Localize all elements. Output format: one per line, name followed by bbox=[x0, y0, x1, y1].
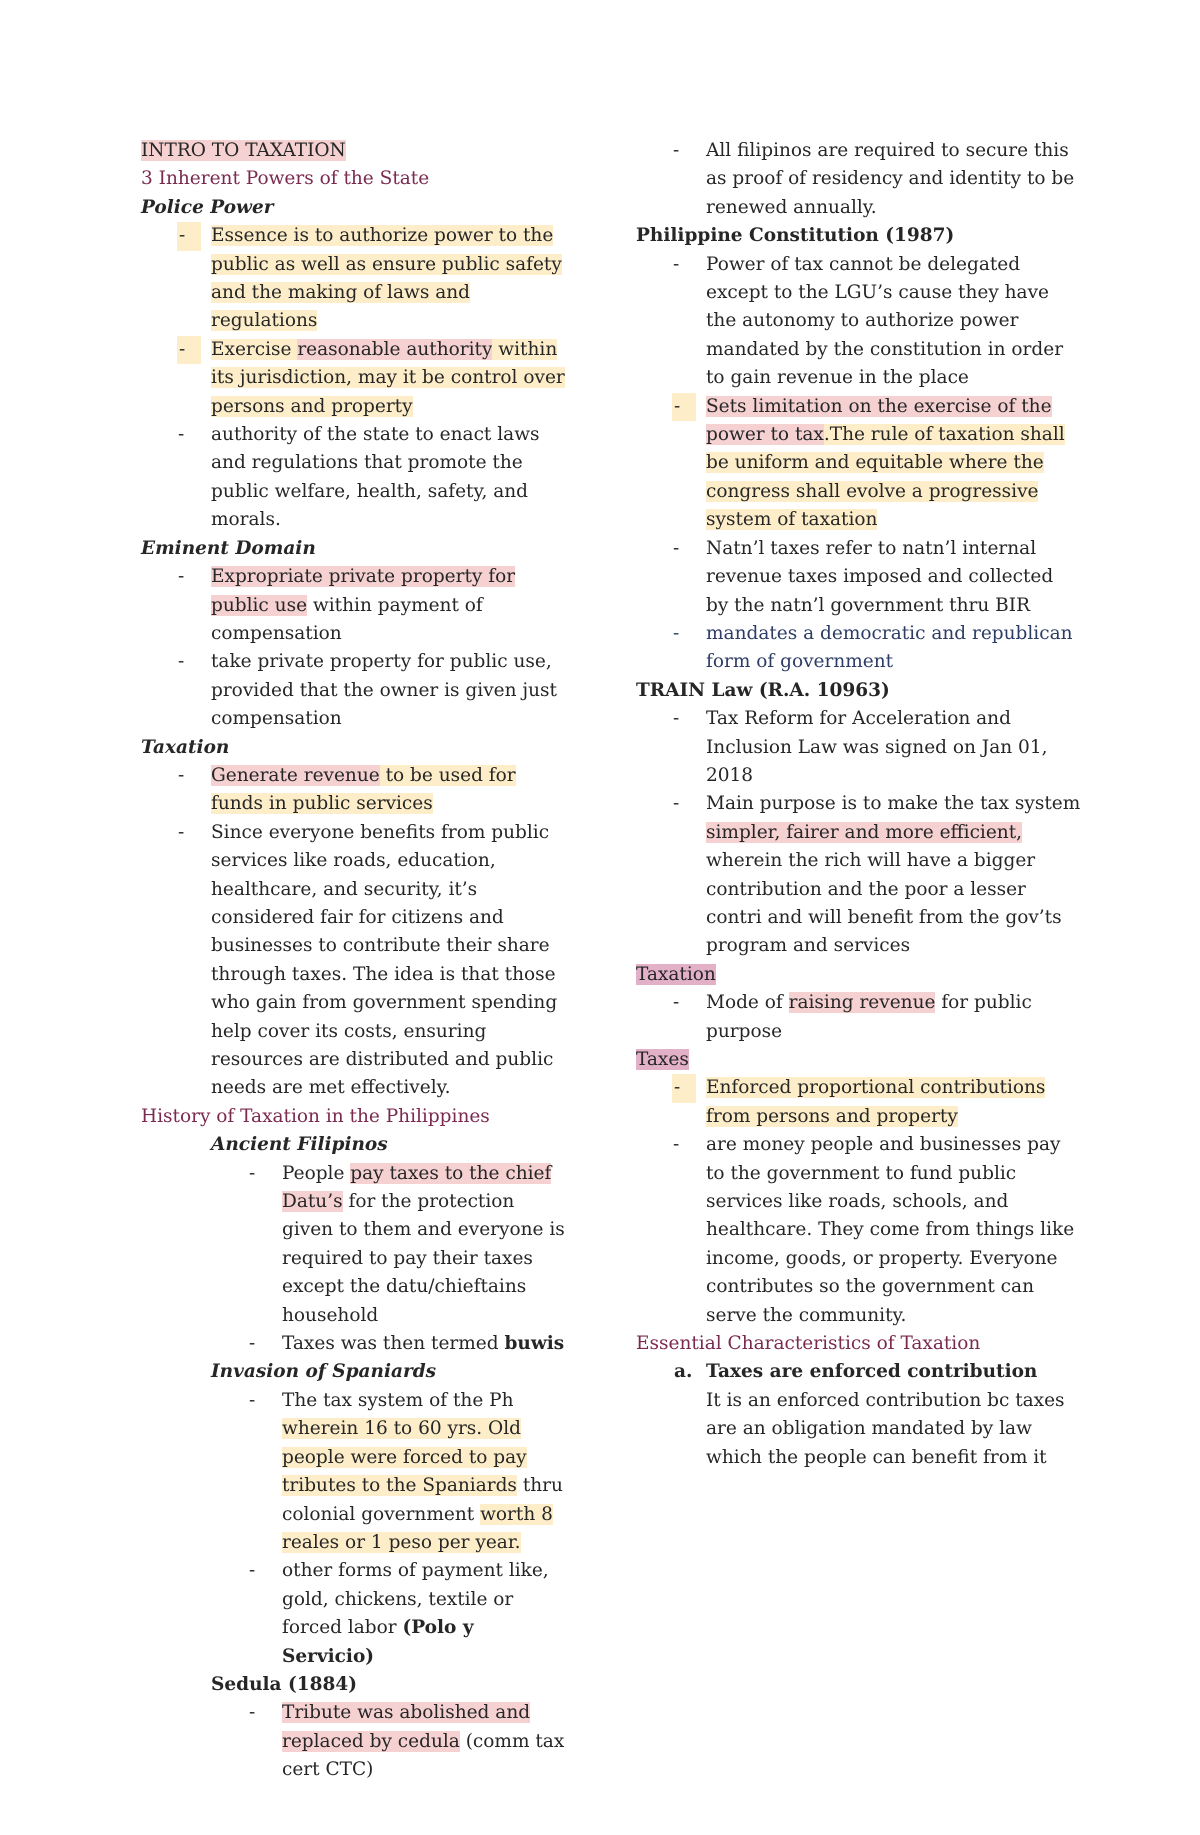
list-item: - Enforced proportional contributions from persons and property bbox=[636, 1074, 1081, 1131]
list-item: - take private property for public use, provided that the owner is given just compensation bbox=[141, 648, 571, 733]
police-power-list bbox=[141, 222, 571, 534]
sedula-continued-list bbox=[636, 137, 1081, 222]
left-column bbox=[141, 137, 571, 1785]
list-item: - All filipinos are required to secure this as proof of residency and identity to be renewed annually. bbox=[636, 137, 1081, 222]
list-item: - The tax system of the Ph wherein 16 to 60 yrs. Old people were forced to pay tributes to the Spaniards thru colonial government worth 8 reales or 1 peso per year. bbox=[141, 1387, 571, 1557]
spaniards-list bbox=[141, 1387, 571, 1671]
list-item: - Essence is to authorize power to the public as well as ensure public safety and the making of laws and regulations bbox=[141, 222, 571, 336]
sedula-list bbox=[141, 1699, 571, 1784]
taxation-list bbox=[141, 762, 571, 1103]
taxes-term-list bbox=[636, 1074, 1081, 1330]
list-item: - authority of the state to enact laws and regulations that promote the public welfare, health, safety, and morals. bbox=[141, 421, 571, 535]
right-column bbox=[636, 137, 1081, 1472]
list-item: - Expropriate private property for public use within payment of compensation bbox=[141, 563, 571, 648]
list-item: - mandates a democratic and republican form of government bbox=[636, 620, 1081, 677]
list-item: - Since everyone benefits from public services like roads, education, healthcare, and security, it’s considered fair for citizens and businesses to contribute their share through taxes. The idea is that those who gain from government spending help cover its costs, ensuring resources are distributed and public needs are met effectively. bbox=[141, 819, 571, 1103]
police-power-heading: Police Power bbox=[141, 196, 274, 218]
list-item: - Taxes was then termed buwis bbox=[141, 1330, 571, 1358]
list-item: - are money people and businesses pay to the government to fund public services like roads, schools, and healthcare. They come from things like income, goods, or property. Everyone contributes so the government can serve the community. bbox=[636, 1131, 1081, 1330]
taxation-heading: Taxation bbox=[141, 736, 230, 758]
train-law-list bbox=[636, 705, 1081, 961]
characteristic-a-title: Taxes are enforced contribution bbox=[706, 1361, 1038, 1383]
constitution-list bbox=[636, 251, 1081, 677]
list-item: - Exercise reasonable authority within its jurisdiction, may it be control over persons and property bbox=[141, 336, 571, 421]
list-item: - Tax Reform for Acceleration and Inclusion Law was signed on Jan 01, 2018 bbox=[636, 705, 1081, 790]
sedula-heading: Sedula (1884) bbox=[211, 1673, 357, 1695]
list-item: - Tribute was abolished and replaced by cedula (comm tax cert CTC) bbox=[141, 1699, 571, 1784]
powers-heading: 3 Inherent Powers of the State bbox=[141, 168, 430, 190]
spaniards-heading: Invasion of Spaniards bbox=[211, 1361, 437, 1383]
list-item: - Natn’l taxes refer to natn’l internal revenue taxes imposed and collected by the natn’l government thru BIR bbox=[636, 535, 1081, 620]
list-item: - Power of tax cannot be delegated except to the LGU’s cause they have the autonomy to authorize power mandated by the constitution in order to gain revenue in the place bbox=[636, 251, 1081, 393]
list-item: - Main purpose is to make the tax system simpler, fairer and more efficient, wherein the rich will have a bigger contribution and the poor a lesser contri and will benefit from the gov’ts program and services bbox=[636, 790, 1081, 960]
characteristic-a-body: It is an enforced contribution bc taxes are an obligation mandated by law which the people can benefit from it bbox=[706, 1389, 1065, 1468]
train-law-heading: TRAIN Law (R.A. 10963) bbox=[636, 679, 890, 701]
taxation-term-list bbox=[636, 989, 1081, 1046]
list-item: - People pay taxes to the chief Datu’s for the protection given to them and everyone is required to pay their taxes except the datu/chieftains household bbox=[141, 1160, 571, 1330]
list-item: - other forms of payment like, gold, chickens, textile or forced labor (Polo y Servicio) bbox=[141, 1557, 571, 1671]
eminent-domain-heading: Eminent Domain bbox=[141, 537, 316, 559]
document-title: INTRO TO TAXATION bbox=[141, 140, 346, 161]
taxation-term-heading: Taxation bbox=[636, 963, 716, 985]
list-item: - Sets limitation on the exercise of the power to tax.The rule of taxation shall be uniform and equitable where the congress shall evolve a progressive system of taxation bbox=[636, 393, 1081, 535]
eminent-domain-list bbox=[141, 563, 571, 733]
history-heading: History of Taxation in the Philippines bbox=[141, 1105, 490, 1127]
list-item: - Generate revenue to be used for funds in public services bbox=[141, 762, 571, 819]
ancient-filipinos-list bbox=[141, 1160, 571, 1359]
essential-characteristics-heading: Essential Characteristics of Taxation bbox=[636, 1333, 981, 1355]
constitution-heading: Philippine Constitution (1987) bbox=[636, 225, 955, 247]
characteristic-a-label: a. bbox=[674, 1361, 693, 1383]
ancient-filipinos-heading: Ancient Filipinos bbox=[211, 1134, 388, 1156]
characteristic-a bbox=[636, 1358, 1081, 1386]
taxes-term-heading: Taxes bbox=[636, 1049, 689, 1070]
list-item: - Mode of raising revenue for public purpose bbox=[636, 989, 1081, 1046]
